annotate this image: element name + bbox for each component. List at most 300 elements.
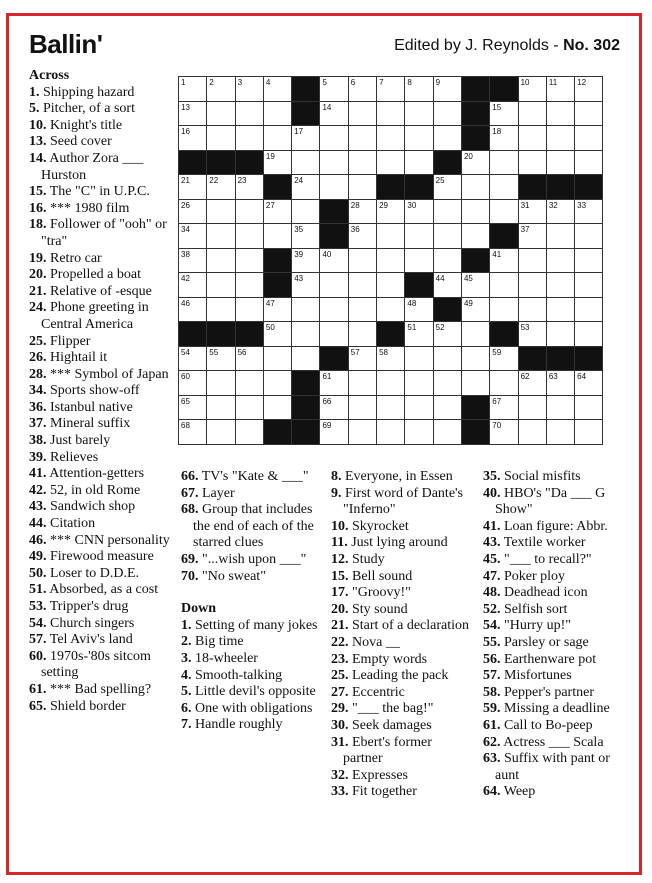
grid-row bbox=[179, 371, 603, 396]
clue-text: Social misfits bbox=[504, 469, 581, 484]
grid-cell[interactable] bbox=[546, 248, 574, 273]
grid-cell[interactable] bbox=[179, 77, 207, 102]
grid-cell[interactable] bbox=[490, 248, 518, 273]
grid-cell[interactable] bbox=[320, 395, 348, 420]
grid-cell[interactable] bbox=[546, 224, 574, 249]
clue-number: 6. bbox=[181, 700, 192, 716]
clue-text: "No sweat" bbox=[202, 568, 266, 584]
grid-cell[interactable] bbox=[405, 371, 433, 396]
grid-cell[interactable] bbox=[405, 126, 433, 151]
grid-cell[interactable] bbox=[320, 101, 348, 126]
clue-number: 29. bbox=[331, 701, 349, 717]
grid-cell[interactable] bbox=[377, 224, 405, 249]
clue bbox=[181, 701, 321, 718]
clue bbox=[483, 701, 623, 718]
clue-number: 5. bbox=[29, 101, 40, 117]
black-square bbox=[179, 150, 207, 175]
clue-text: Istanbul native bbox=[50, 399, 133, 415]
clue-number: 50. bbox=[29, 565, 47, 581]
grid-cell[interactable] bbox=[575, 420, 603, 445]
grid-cell[interactable] bbox=[433, 101, 461, 126]
clue bbox=[483, 486, 623, 519]
grid-cell[interactable] bbox=[546, 77, 574, 102]
across-clues-column bbox=[29, 68, 171, 715]
grid-cell[interactable] bbox=[575, 273, 603, 298]
clue-text: Tripper's drug bbox=[49, 599, 129, 614]
cell-number: 51 bbox=[407, 323, 417, 332]
grid-cell[interactable] bbox=[179, 199, 207, 224]
grid-cell[interactable] bbox=[433, 199, 461, 224]
grid-cell[interactable] bbox=[405, 101, 433, 126]
grid-cell[interactable] bbox=[405, 199, 433, 224]
clue bbox=[181, 684, 321, 701]
grid-cell[interactable] bbox=[179, 248, 207, 273]
grid-cell[interactable] bbox=[490, 297, 518, 322]
grid-cell[interactable] bbox=[179, 224, 207, 249]
grid-cell[interactable] bbox=[490, 395, 518, 420]
black-square bbox=[575, 346, 603, 371]
grid-cell[interactable] bbox=[320, 297, 348, 322]
clue bbox=[331, 585, 475, 602]
grid-cell[interactable] bbox=[490, 199, 518, 224]
grid-cell[interactable] bbox=[433, 126, 461, 151]
grid-cell[interactable] bbox=[575, 371, 603, 396]
clue bbox=[483, 535, 623, 552]
grid-cell[interactable] bbox=[207, 273, 235, 298]
black-square bbox=[377, 175, 405, 200]
grid-cell[interactable] bbox=[433, 273, 461, 298]
clue-text: "...wish upon ___" bbox=[202, 551, 307, 567]
clue-number: 51. bbox=[29, 582, 47, 598]
grid-cell[interactable] bbox=[377, 273, 405, 298]
grid-cell[interactable] bbox=[348, 273, 376, 298]
clue bbox=[29, 566, 171, 583]
grid-cell[interactable] bbox=[320, 126, 348, 151]
grid-cell[interactable] bbox=[348, 248, 376, 273]
grid-cell[interactable] bbox=[235, 126, 263, 151]
grid-cell[interactable] bbox=[207, 101, 235, 126]
grid-cell[interactable] bbox=[490, 273, 518, 298]
clue-number: 1. bbox=[29, 84, 40, 100]
clue bbox=[483, 668, 623, 685]
grid-cell[interactable] bbox=[405, 420, 433, 445]
grid-cell[interactable] bbox=[490, 175, 518, 200]
grid-cell[interactable] bbox=[405, 322, 433, 347]
cell-number: 2 bbox=[209, 78, 214, 87]
black-square bbox=[518, 346, 546, 371]
clue-number: 37. bbox=[29, 416, 47, 432]
grid-cell[interactable] bbox=[546, 371, 574, 396]
black-square bbox=[263, 175, 291, 200]
clue bbox=[331, 735, 475, 768]
clue-text: Relieves bbox=[50, 449, 99, 465]
clue-text: Tel Aviv's land bbox=[49, 632, 133, 648]
clue-number: 15. bbox=[331, 568, 349, 584]
grid-cell[interactable] bbox=[518, 322, 546, 347]
grid-cell[interactable] bbox=[348, 297, 376, 322]
grid-cell[interactable] bbox=[546, 199, 574, 224]
cell-number: 42 bbox=[181, 274, 190, 283]
grid-cell[interactable] bbox=[518, 126, 546, 151]
clue-number: 57. bbox=[483, 668, 501, 684]
cell-number: 63 bbox=[548, 372, 558, 381]
grid-cell[interactable] bbox=[179, 420, 207, 445]
cell-number: 64 bbox=[577, 372, 587, 381]
grid-cell[interactable] bbox=[320, 420, 348, 445]
grid-cell[interactable] bbox=[461, 297, 489, 322]
grid-cell[interactable] bbox=[207, 77, 235, 102]
grid-cell[interactable] bbox=[292, 273, 320, 298]
grid-cell[interactable] bbox=[461, 371, 489, 396]
grid-cell[interactable] bbox=[207, 224, 235, 249]
grid-cell[interactable] bbox=[263, 322, 291, 347]
cell-number: 48 bbox=[407, 298, 417, 308]
clue bbox=[29, 251, 171, 268]
grid-cell[interactable] bbox=[461, 199, 489, 224]
puzzle-title: Ballin' bbox=[29, 29, 103, 59]
cell-number: 45 bbox=[463, 274, 473, 283]
clue-text: Sandwich shop bbox=[50, 499, 136, 515]
black-square bbox=[490, 77, 518, 102]
grid-cell[interactable] bbox=[405, 297, 433, 322]
grid-cell[interactable] bbox=[377, 77, 405, 102]
grid-cell[interactable] bbox=[575, 77, 603, 102]
clue-text: 18-wheeler bbox=[195, 650, 258, 666]
grid-cell[interactable] bbox=[377, 346, 405, 371]
grid-cell[interactable] bbox=[348, 224, 376, 249]
grid-cell[interactable] bbox=[433, 371, 461, 396]
clue bbox=[29, 367, 171, 384]
grid-cell[interactable] bbox=[263, 101, 291, 126]
grid-cell[interactable] bbox=[348, 101, 376, 126]
clue bbox=[29, 118, 171, 135]
clue bbox=[29, 201, 171, 218]
clue-text: Just lying around bbox=[351, 535, 448, 551]
grid-row bbox=[179, 126, 603, 151]
grid-cell[interactable] bbox=[405, 248, 433, 273]
grid-cell[interactable] bbox=[320, 273, 348, 298]
grid-cell[interactable] bbox=[433, 322, 461, 347]
grid-cell[interactable] bbox=[179, 126, 207, 151]
grid-cell[interactable] bbox=[348, 126, 376, 151]
cell-number: 65 bbox=[181, 396, 190, 406]
grid-cell[interactable] bbox=[575, 395, 603, 420]
grid-cell[interactable] bbox=[490, 371, 518, 396]
grid-cell[interactable] bbox=[320, 77, 348, 102]
grid-cell[interactable] bbox=[518, 199, 546, 224]
grid-cell[interactable] bbox=[292, 199, 320, 224]
grid-cell[interactable] bbox=[518, 420, 546, 445]
grid-cell[interactable] bbox=[235, 101, 263, 126]
grid-cell[interactable] bbox=[518, 371, 546, 396]
grid-cell[interactable] bbox=[405, 224, 433, 249]
grid-cell[interactable] bbox=[377, 199, 405, 224]
grid-cell[interactable] bbox=[461, 346, 489, 371]
clue bbox=[483, 735, 623, 752]
cell-number: 24 bbox=[294, 176, 304, 185]
clue-text: TV's "Kate & ___" bbox=[201, 469, 309, 484]
black-square bbox=[461, 248, 489, 273]
clue-number: 61. bbox=[29, 681, 47, 697]
clue bbox=[331, 718, 475, 735]
grid-cell[interactable] bbox=[433, 175, 461, 200]
grid-cell[interactable] bbox=[235, 199, 263, 224]
grid-cell[interactable] bbox=[575, 322, 603, 347]
grid-cell[interactable] bbox=[348, 395, 376, 420]
clue-text: Seek damages bbox=[352, 717, 432, 733]
grid-cell[interactable] bbox=[546, 150, 574, 175]
clue-text: Weep bbox=[503, 784, 536, 800]
grid-cell[interactable] bbox=[348, 420, 376, 445]
cell-number: 54 bbox=[181, 347, 190, 357]
clue-number: 10. bbox=[29, 117, 47, 133]
grid-cell[interactable] bbox=[263, 297, 291, 322]
grid-cell[interactable] bbox=[207, 199, 235, 224]
grid-cell[interactable] bbox=[207, 371, 235, 396]
grid-cell[interactable] bbox=[207, 346, 235, 371]
grid-cell[interactable] bbox=[320, 248, 348, 273]
cell-number: 4 bbox=[265, 78, 271, 87]
grid-cell[interactable] bbox=[518, 150, 546, 175]
grid-cell[interactable] bbox=[320, 150, 348, 175]
grid-cell[interactable] bbox=[235, 248, 263, 273]
grid-cell[interactable] bbox=[263, 126, 291, 151]
grid-cell[interactable] bbox=[546, 297, 574, 322]
grid-cell[interactable] bbox=[377, 101, 405, 126]
grid-cell[interactable] bbox=[179, 371, 207, 396]
grid-cell[interactable] bbox=[207, 395, 235, 420]
clue-number: 59. bbox=[483, 701, 501, 717]
grid-cell[interactable] bbox=[490, 150, 518, 175]
clue bbox=[29, 334, 171, 351]
black-square bbox=[461, 420, 489, 445]
grid-cell[interactable] bbox=[433, 395, 461, 420]
grid-cell[interactable] bbox=[518, 273, 546, 298]
grid-cell[interactable] bbox=[405, 395, 433, 420]
across-list-continued bbox=[181, 469, 321, 585]
clue bbox=[181, 502, 321, 552]
grid-cell[interactable] bbox=[575, 101, 603, 126]
grid-cell[interactable] bbox=[263, 395, 291, 420]
clue bbox=[331, 469, 475, 486]
grid-cell[interactable] bbox=[433, 224, 461, 249]
grid-cell[interactable] bbox=[320, 371, 348, 396]
grid-cell[interactable] bbox=[292, 297, 320, 322]
grid-cell[interactable] bbox=[575, 297, 603, 322]
clue-number: 41. bbox=[483, 518, 501, 534]
black-square bbox=[433, 297, 461, 322]
clue-number: 8. bbox=[331, 469, 342, 484]
grid-cell[interactable] bbox=[348, 371, 376, 396]
clue-text: *** CNN personality bbox=[50, 532, 170, 548]
grid-cell[interactable] bbox=[348, 77, 376, 102]
cell-number: 39 bbox=[294, 249, 304, 259]
grid-cell[interactable] bbox=[207, 248, 235, 273]
grid-cell[interactable] bbox=[235, 297, 263, 322]
grid-cell[interactable] bbox=[207, 126, 235, 151]
grid-cell[interactable] bbox=[263, 346, 291, 371]
clue-number: 22. bbox=[331, 634, 349, 650]
grid-cell[interactable] bbox=[348, 175, 376, 200]
grid-cell[interactable] bbox=[348, 150, 376, 175]
grid-cell[interactable] bbox=[546, 395, 574, 420]
grid-cell[interactable] bbox=[263, 224, 291, 249]
grid-cell[interactable] bbox=[292, 248, 320, 273]
clue bbox=[181, 486, 321, 503]
grid-cell[interactable] bbox=[377, 248, 405, 273]
cell-number: 6 bbox=[350, 78, 356, 87]
grid-cell[interactable] bbox=[433, 346, 461, 371]
grid-cell[interactable] bbox=[546, 101, 574, 126]
clue bbox=[29, 350, 171, 367]
grid-cell[interactable] bbox=[235, 77, 263, 102]
grid-row bbox=[179, 150, 603, 175]
grid-cell[interactable] bbox=[377, 126, 405, 151]
grid-cell[interactable] bbox=[461, 150, 489, 175]
cell-number: 9 bbox=[435, 78, 441, 87]
clue-text: Citation bbox=[50, 516, 96, 532]
grid-cell[interactable] bbox=[433, 420, 461, 445]
clue-number: 41. bbox=[29, 466, 47, 482]
grid-cell[interactable] bbox=[377, 297, 405, 322]
clue-text: Call to Bo-peep bbox=[504, 717, 593, 733]
grid-cell[interactable] bbox=[518, 224, 546, 249]
grid-cell[interactable] bbox=[575, 248, 603, 273]
grid-cell[interactable] bbox=[292, 224, 320, 249]
grid-cell[interactable] bbox=[292, 150, 320, 175]
clue-number: 45. bbox=[483, 551, 501, 567]
clue-text: Follower of "ooh" or "tra" bbox=[41, 217, 167, 249]
grid-cell[interactable] bbox=[263, 150, 291, 175]
grid-cell[interactable] bbox=[235, 224, 263, 249]
grid-cell[interactable] bbox=[235, 175, 263, 200]
grid-cell[interactable] bbox=[433, 77, 461, 102]
clue bbox=[29, 450, 171, 467]
grid-cell[interactable] bbox=[320, 175, 348, 200]
clue-number: 9. bbox=[331, 485, 342, 501]
grid-cell[interactable] bbox=[575, 150, 603, 175]
grid-cell[interactable] bbox=[263, 371, 291, 396]
grid-cell[interactable] bbox=[518, 101, 546, 126]
grid-cell[interactable] bbox=[292, 322, 320, 347]
cell-number: 59 bbox=[492, 347, 502, 357]
grid-cell[interactable] bbox=[490, 101, 518, 126]
grid-cell[interactable] bbox=[490, 126, 518, 151]
clue-text: Mineral suffix bbox=[50, 416, 131, 432]
clue-text: Loser to D.D.E. bbox=[50, 565, 140, 581]
clue-number: 64. bbox=[483, 784, 501, 800]
grid-cell[interactable] bbox=[207, 297, 235, 322]
grid-cell[interactable] bbox=[348, 322, 376, 347]
clue bbox=[483, 552, 623, 569]
clue bbox=[331, 486, 475, 519]
clue-number: 68. bbox=[181, 502, 199, 518]
crossword-grid bbox=[178, 76, 603, 445]
grid-cell[interactable] bbox=[292, 126, 320, 151]
grid-cell[interactable] bbox=[263, 77, 291, 102]
grid-cell[interactable] bbox=[179, 297, 207, 322]
cell-number: 40 bbox=[322, 249, 332, 259]
clue-number: 49. bbox=[29, 549, 47, 565]
clue-number: 25. bbox=[29, 333, 47, 349]
clue-text: Leading the pack bbox=[352, 668, 449, 684]
clue-text: Sports show-off bbox=[50, 383, 140, 399]
grid-cell[interactable] bbox=[377, 395, 405, 420]
grid-cell[interactable] bbox=[575, 126, 603, 151]
grid-cell[interactable] bbox=[461, 273, 489, 298]
grid-cell[interactable] bbox=[377, 150, 405, 175]
grid-cell[interactable] bbox=[461, 322, 489, 347]
grid-cell[interactable] bbox=[235, 395, 263, 420]
grid-cell[interactable] bbox=[546, 273, 574, 298]
grid-cell[interactable] bbox=[518, 248, 546, 273]
grid-cell[interactable] bbox=[292, 175, 320, 200]
grid-cell[interactable] bbox=[235, 346, 263, 371]
black-square bbox=[179, 322, 207, 347]
black-square bbox=[292, 101, 320, 126]
grid-cell[interactable] bbox=[575, 199, 603, 224]
grid-cell[interactable] bbox=[179, 346, 207, 371]
clue-number: 36. bbox=[29, 399, 47, 415]
grid-cell[interactable] bbox=[518, 395, 546, 420]
grid-cell[interactable] bbox=[490, 420, 518, 445]
grid-cell[interactable] bbox=[405, 77, 433, 102]
clue-text: Sty sound bbox=[352, 601, 408, 617]
grid-cell[interactable] bbox=[405, 150, 433, 175]
clue-number: 7. bbox=[181, 717, 192, 733]
grid-cell[interactable] bbox=[575, 224, 603, 249]
grid-cell[interactable] bbox=[235, 273, 263, 298]
grid-cell[interactable] bbox=[348, 346, 376, 371]
grid-cell[interactable] bbox=[546, 420, 574, 445]
clue bbox=[29, 85, 171, 102]
grid-cell[interactable] bbox=[235, 420, 263, 445]
grid-row bbox=[179, 420, 603, 445]
grid-cell[interactable] bbox=[263, 199, 291, 224]
grid-cell[interactable] bbox=[518, 297, 546, 322]
clue-number: 65. bbox=[29, 698, 47, 714]
grid-cell[interactable] bbox=[207, 175, 235, 200]
grid-cell[interactable] bbox=[179, 273, 207, 298]
grid-cell[interactable] bbox=[546, 126, 574, 151]
grid-cell[interactable] bbox=[207, 420, 235, 445]
grid-cell[interactable] bbox=[377, 371, 405, 396]
grid-cell[interactable] bbox=[461, 224, 489, 249]
grid-cell[interactable] bbox=[348, 199, 376, 224]
grid-cell[interactable] bbox=[490, 346, 518, 371]
grid-cell[interactable] bbox=[320, 322, 348, 347]
grid-cell[interactable] bbox=[405, 346, 433, 371]
cell-number: 3 bbox=[237, 78, 243, 87]
grid-cell[interactable] bbox=[546, 322, 574, 347]
grid-cell[interactable] bbox=[235, 371, 263, 396]
clue-text: "___ to recall?" bbox=[504, 551, 592, 567]
clue-number: 31. bbox=[331, 734, 349, 750]
grid-cell[interactable] bbox=[179, 175, 207, 200]
grid-cell[interactable] bbox=[461, 175, 489, 200]
clue bbox=[29, 433, 171, 450]
clue-number: 69. bbox=[181, 551, 199, 567]
grid-cell[interactable] bbox=[179, 395, 207, 420]
grid-cell[interactable] bbox=[292, 346, 320, 371]
clue-text: Bell sound bbox=[352, 568, 413, 584]
cell-number: 66 bbox=[322, 396, 332, 406]
grid-cell[interactable] bbox=[179, 101, 207, 126]
grid-cell[interactable] bbox=[518, 77, 546, 102]
grid-cell[interactable] bbox=[377, 420, 405, 445]
clue-text: Skyrocket bbox=[352, 518, 409, 534]
grid-cell[interactable] bbox=[433, 248, 461, 273]
